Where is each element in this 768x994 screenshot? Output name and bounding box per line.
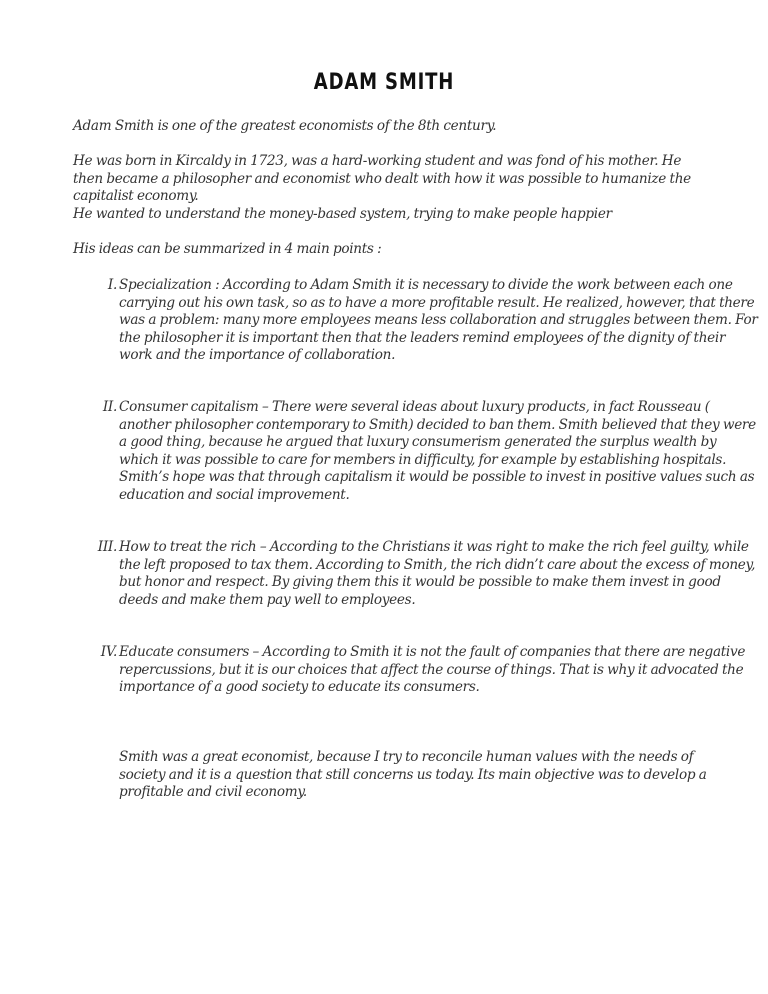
list-marker: IV.	[100, 644, 117, 660]
biography-paragraph	[73, 153, 713, 223]
summary-lead: His ideas can be summarized in 4 main points :	[73, 241, 382, 257]
list-item	[73, 644, 759, 697]
list-item	[73, 277, 759, 365]
list-item	[73, 539, 759, 609]
biography-line: He wanted to understand the money-based system, trying to make people happier	[73, 205, 612, 222]
biography-line: He was born in Kircaldy in 1723, was a hard-working student and was fond of his mother. He then became a philosopher and economist who dealt with how it was possible to humanize the capitalist economy.	[73, 153, 691, 205]
list-marker: I.	[107, 277, 117, 293]
conclusion-paragraph: Smith was a great economist, because I try to reconcile human values with the needs of society and it is a question that still concerns us today. Its main objective was to develop a profitable and civil economy.	[119, 749, 707, 801]
list-item-text: Educate consumers – According to Smith it is not the fault of companies that there are negative repercussions, but it is our choices that affect the course of things. That is why it advocated the importance of a good society to educate its consumers.	[119, 644, 746, 696]
list-item-text: Consumer capitalism – There were several ideas about luxury products, in fact Rousseau ( another philosopher contemporary to Smith) decided to ban them. Smith believed that they were a good thing, because he argued that luxury consumerism generated the surplus wealth by which it was possible to care for members in difficulty, for example by establishing hospitals. Smith’s hope was that through capitalism it would be possible to invest in positive values such as education and social improvement.	[119, 399, 756, 503]
list-item-text: How to treat the rich – According to the Christians it was right to make the rich feel guilty, while the left proposed to tax them. According to Smith, the rich didn’t care about the excess of money, but honor and respect. By giving them this it would be possible to make them invest in good deeds and make them pay well to employees.	[119, 539, 756, 608]
intro-paragraph: Adam Smith is one of the greatest economists of the 8th century.	[73, 118, 497, 134]
list-item	[73, 399, 759, 505]
list-marker: III.	[97, 539, 117, 555]
document-title: ADAM SMITH	[313, 70, 455, 95]
list-item-text: Specialization : According to Adam Smith it is necessary to divide the work between each one carrying out his own task, so as to have a more profitable result. He realized, however, that there was a problem: many more employees means less collaboration and struggles between them. For the philosopher it is important then that the leaders remind employees of the dignity of their work and the importance of collaboration.	[119, 277, 758, 364]
list-marker: II.	[102, 399, 117, 415]
